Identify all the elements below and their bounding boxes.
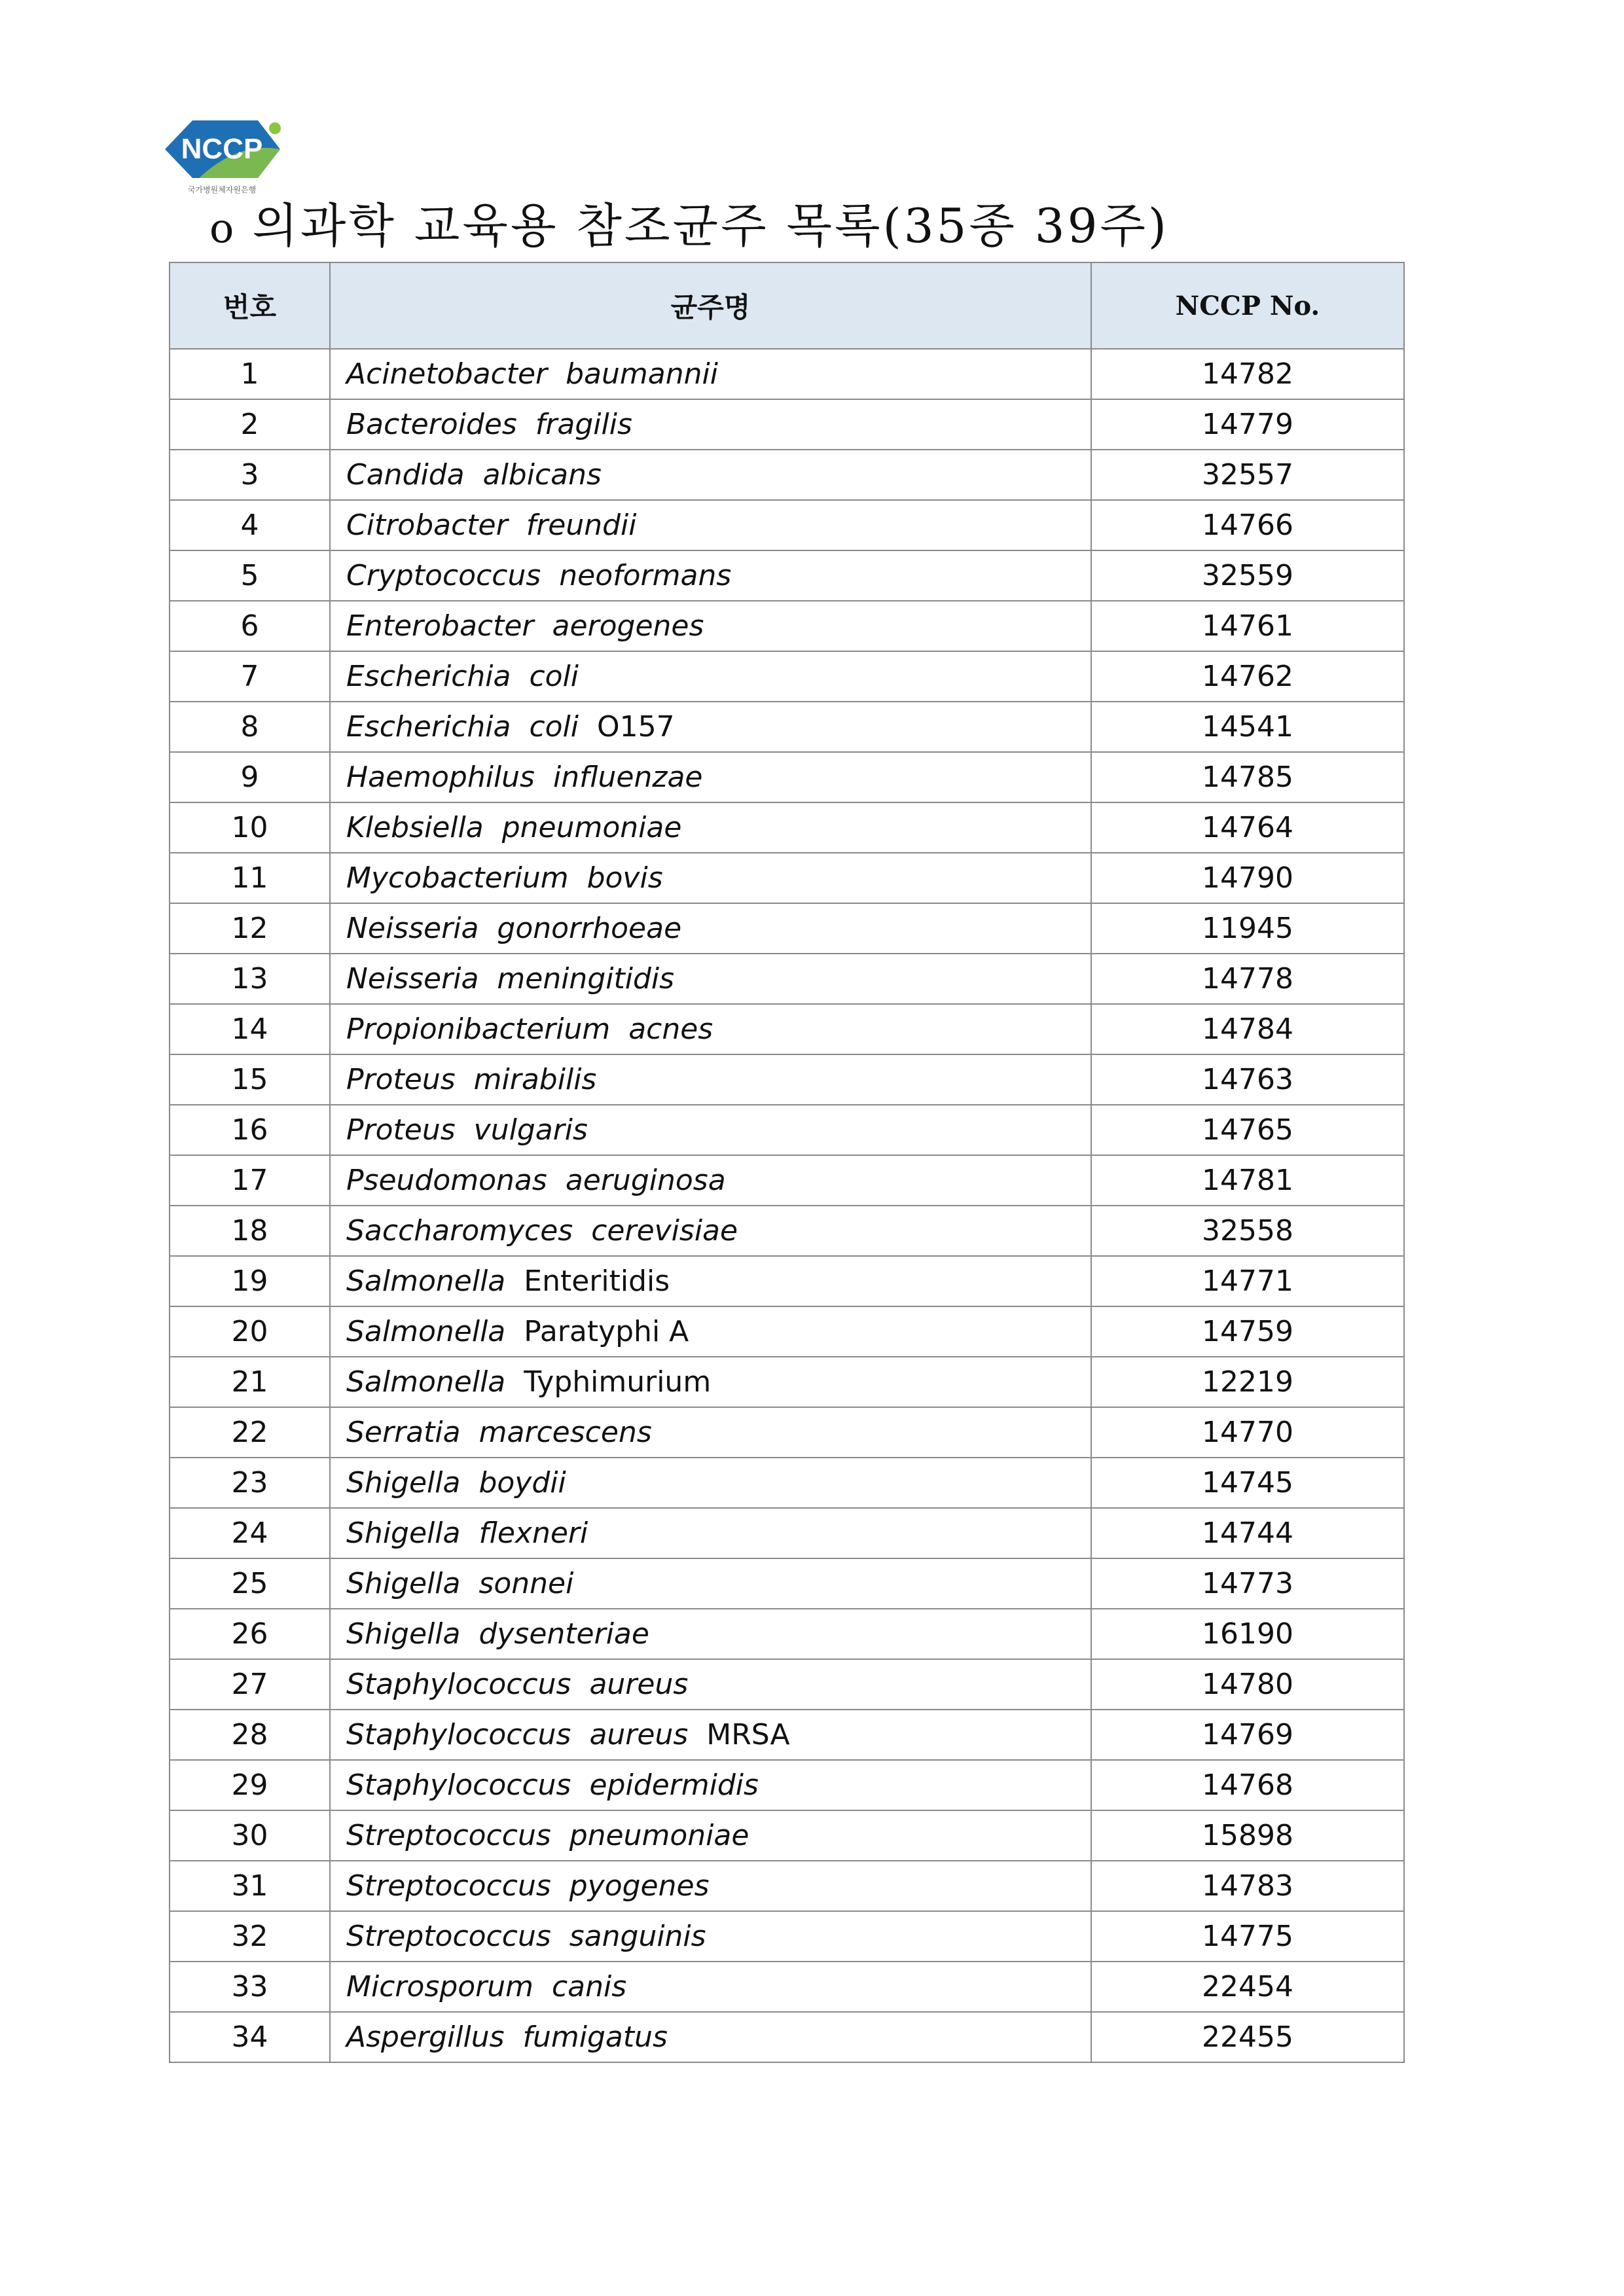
genus: Klebsiella [346,811,484,844]
strain-name [330,1508,1091,1558]
row-number: 14 [170,1004,330,1054]
row-number: 17 [170,1155,330,1206]
row-number: 25 [170,1558,330,1609]
row-number: 16 [170,1105,330,1155]
logo-dot [269,122,281,134]
table-row [170,651,1404,702]
genus: Shigella [346,1466,461,1499]
nccp-number: 14766 [1091,500,1404,550]
row-number: 20 [170,1306,330,1357]
strain-name [330,2012,1091,2062]
nccp-number: 14780 [1091,1659,1404,1710]
nccp-number: 14782 [1091,349,1404,399]
genus: Candida [346,458,465,492]
table-row [170,853,1404,903]
species: bovis [586,861,663,895]
header-no: 번호 [170,262,330,349]
species: aureus [589,1668,689,1701]
species: mirabilis [473,1063,597,1096]
genus: Proteus [346,1113,456,1147]
species: sonnei [478,1567,574,1600]
page-title [209,190,1169,264]
nccp-number: 32559 [1091,550,1404,601]
genus: Staphylococcus [346,1668,571,1701]
species: meningitidis [497,962,675,996]
species: boydii [478,1466,566,1499]
table-row [170,1760,1404,1810]
row-number: 19 [170,1256,330,1306]
nccp-number: 14768 [1091,1760,1404,1810]
strain-designation: O157 [596,710,675,744]
row-number: 11 [170,853,330,903]
strain-name [330,550,1091,601]
title-text: 의과학 교육용 참조균주 목록(35종 39주) [252,198,1170,253]
row-number: 24 [170,1508,330,1558]
genus: Staphylococcus [346,1718,571,1751]
strain-name [330,853,1091,903]
row-number: 1 [170,349,330,399]
species: coli [529,710,579,744]
strain-name [330,450,1091,500]
nccp-number: 14762 [1091,651,1404,702]
nccp-number: 16190 [1091,1609,1404,1659]
species: fumigatus [522,2020,668,2054]
row-number: 5 [170,550,330,601]
genus: Neisseria [346,962,479,996]
table-row [170,399,1404,450]
species: albicans [482,458,602,492]
table-row [170,1407,1404,1458]
nccp-number: 14761 [1091,601,1404,651]
species: gonorrhoeae [497,912,682,945]
strain-name [330,349,1091,399]
nccp-number: 14770 [1091,1407,1404,1458]
table-row [170,1206,1404,1256]
species: influenzae [552,761,703,794]
table-row [170,903,1404,954]
nccp-number: 22454 [1091,1962,1404,2012]
row-number: 18 [170,1206,330,1256]
genus: Haemophilus [346,761,535,794]
genus: Serratia [346,1416,461,1449]
strain-designation: Paratyphi A [524,1315,689,1348]
genus: Escherichia [346,710,511,744]
nccp-number: 15898 [1091,1810,1404,1861]
table-row [170,802,1404,853]
strain-name [330,1004,1091,1054]
row-number: 28 [170,1710,330,1760]
genus: Salmonella [346,1365,506,1399]
row-number: 4 [170,500,330,550]
nccp-number: 14785 [1091,752,1404,802]
genus: Microsporum [346,1970,533,2003]
species: vulgaris [473,1113,588,1147]
strain-name [330,601,1091,651]
table-row [170,500,1404,550]
strain-name [330,1256,1091,1306]
nccp-number: 14778 [1091,954,1404,1004]
row-number: 34 [170,2012,330,2062]
nccp-logo [160,115,284,198]
table-row [170,1357,1404,1407]
strain-name [330,1861,1091,1911]
row-number: 13 [170,954,330,1004]
table-row [170,349,1404,399]
strain-name [330,1206,1091,1256]
nccp-number: 14771 [1091,1256,1404,1306]
nccp-number: 14745 [1091,1458,1404,1508]
strain-name [330,1458,1091,1508]
strain-name [330,1105,1091,1155]
row-number: 10 [170,802,330,853]
nccp-number: 12219 [1091,1357,1404,1407]
table-row [170,1508,1404,1558]
genus: Cryptococcus [346,559,541,592]
row-number: 2 [170,399,330,450]
strain-name [330,752,1091,802]
strain-name [330,1407,1091,1458]
table-row [170,1105,1404,1155]
species: fragilis [535,408,632,441]
row-number: 31 [170,1861,330,1911]
strain-name [330,1054,1091,1105]
strain-name [330,702,1091,752]
nccp-number: 32558 [1091,1206,1404,1256]
nccp-number: 14790 [1091,853,1404,903]
strain-name [330,1911,1091,1962]
table-row [170,1155,1404,1206]
row-number: 8 [170,702,330,752]
strain-name [330,954,1091,1004]
table-row [170,702,1404,752]
genus: Streptococcus [346,1869,551,1903]
row-number: 9 [170,752,330,802]
row-number: 15 [170,1054,330,1105]
strain-designation: Typhimurium [524,1365,712,1399]
row-number: 7 [170,651,330,702]
nccp-number: 32557 [1091,450,1404,500]
row-number: 3 [170,450,330,500]
table-row [170,752,1404,802]
strain-name [330,1558,1091,1609]
table-row [170,550,1404,601]
row-number: 27 [170,1659,330,1710]
strain-name [330,1306,1091,1357]
table-row [170,1054,1404,1105]
table-row [170,1962,1404,2012]
species: flexneri [478,1516,588,1550]
genus: Salmonella [346,1315,506,1348]
genus: Aspergillus [346,2020,505,2054]
table-row [170,1911,1404,1962]
table-row [170,1810,1404,1861]
strain-name [330,1810,1091,1861]
row-number: 6 [170,601,330,651]
strain-table [169,262,1405,2063]
header-strain-name: 균주명 [330,262,1091,349]
genus: Streptococcus [346,1819,551,1852]
species: neoformans [559,559,732,592]
genus: Proteus [346,1063,456,1096]
genus: Neisseria [346,912,479,945]
row-number: 23 [170,1458,330,1508]
logo-subtitle: 국가병원체자원은행 [187,185,257,194]
strain-name [330,1659,1091,1710]
strain-name [330,500,1091,550]
strain-name [330,1609,1091,1659]
row-number: 22 [170,1407,330,1458]
strain-name [330,399,1091,450]
table-row [170,1256,1404,1306]
genus: Shigella [346,1516,461,1550]
species: freundii [526,509,637,542]
strain-name [330,1710,1091,1760]
row-number: 30 [170,1810,330,1861]
genus: Acinetobacter [346,357,548,391]
genus: Streptococcus [346,1920,551,1953]
nccp-number: 14781 [1091,1155,1404,1206]
nccp-number: 14744 [1091,1508,1404,1558]
logo-text: NCCP [181,133,263,165]
table-row [170,1659,1404,1710]
title-bullet: o [209,204,237,252]
species: pneumoniae [569,1819,749,1852]
row-number: 29 [170,1760,330,1810]
strain-name [330,651,1091,702]
species: epidermidis [589,1768,759,1802]
species: canis [551,1970,627,2003]
species: dysenteriae [478,1617,649,1651]
strain-name [330,1962,1091,2012]
row-number: 21 [170,1357,330,1407]
nccp-number: 14783 [1091,1861,1404,1911]
genus: Enterobacter [346,609,534,643]
genus: Shigella [346,1567,461,1600]
species: aerogenes [552,609,704,643]
table-row [170,1710,1404,1760]
species: pyogenes [569,1869,710,1903]
strain-name [330,903,1091,954]
nccp-number: 14773 [1091,1558,1404,1609]
strain-name [330,802,1091,853]
table-row [170,1558,1404,1609]
row-number: 33 [170,1962,330,2012]
table-row [170,1004,1404,1054]
species: pneumoniae [501,811,682,844]
nccp-number: 14541 [1091,702,1404,752]
row-number: 12 [170,903,330,954]
table-header-row [170,262,1404,349]
nccp-number: 11945 [1091,903,1404,954]
genus: Staphylococcus [346,1768,571,1802]
table-row [170,1458,1404,1508]
genus: Citrobacter [346,509,508,542]
nccp-number: 22455 [1091,2012,1404,2062]
genus: Saccharomyces [346,1214,573,1247]
species: acnes [628,1013,713,1046]
genus: Pseudomonas [346,1164,547,1197]
genus: Bacteroides [346,408,517,441]
genus: Salmonella [346,1265,506,1298]
row-number: 32 [170,1911,330,1962]
table-row [170,1306,1404,1357]
row-number: 26 [170,1609,330,1659]
strain-name [330,1760,1091,1810]
species: baumannii [566,357,718,391]
species: sanguinis [569,1920,706,1953]
nccp-number: 14759 [1091,1306,1404,1357]
species: aeruginosa [565,1164,726,1197]
table-row [170,1609,1404,1659]
strain-designation: MRSA [706,1718,790,1751]
table-body [170,349,1404,2062]
nccp-number: 14779 [1091,399,1404,450]
table-row [170,1861,1404,1911]
genus: Mycobacterium [346,861,569,895]
nccp-number: 14769 [1091,1710,1404,1760]
genus: Propionibacterium [346,1013,611,1046]
genus: Escherichia [346,660,511,693]
header-nccp-no: NCCP No. [1091,262,1404,349]
table-row [170,2012,1404,2062]
nccp-number: 14775 [1091,1911,1404,1962]
genus: Shigella [346,1617,461,1651]
strain-name [330,1155,1091,1206]
nccp-number: 14784 [1091,1004,1404,1054]
table-row [170,450,1404,500]
table-row [170,954,1404,1004]
species: coli [529,660,579,693]
nccp-number: 14763 [1091,1054,1404,1105]
nccp-number: 14764 [1091,802,1404,853]
nccp-number: 14765 [1091,1105,1404,1155]
species: cerevisiae [591,1214,738,1247]
table-row [170,601,1404,651]
species: aureus [589,1718,689,1751]
species: marcescens [478,1416,652,1449]
strain-name [330,1357,1091,1407]
strain-designation: Enteritidis [524,1265,670,1298]
